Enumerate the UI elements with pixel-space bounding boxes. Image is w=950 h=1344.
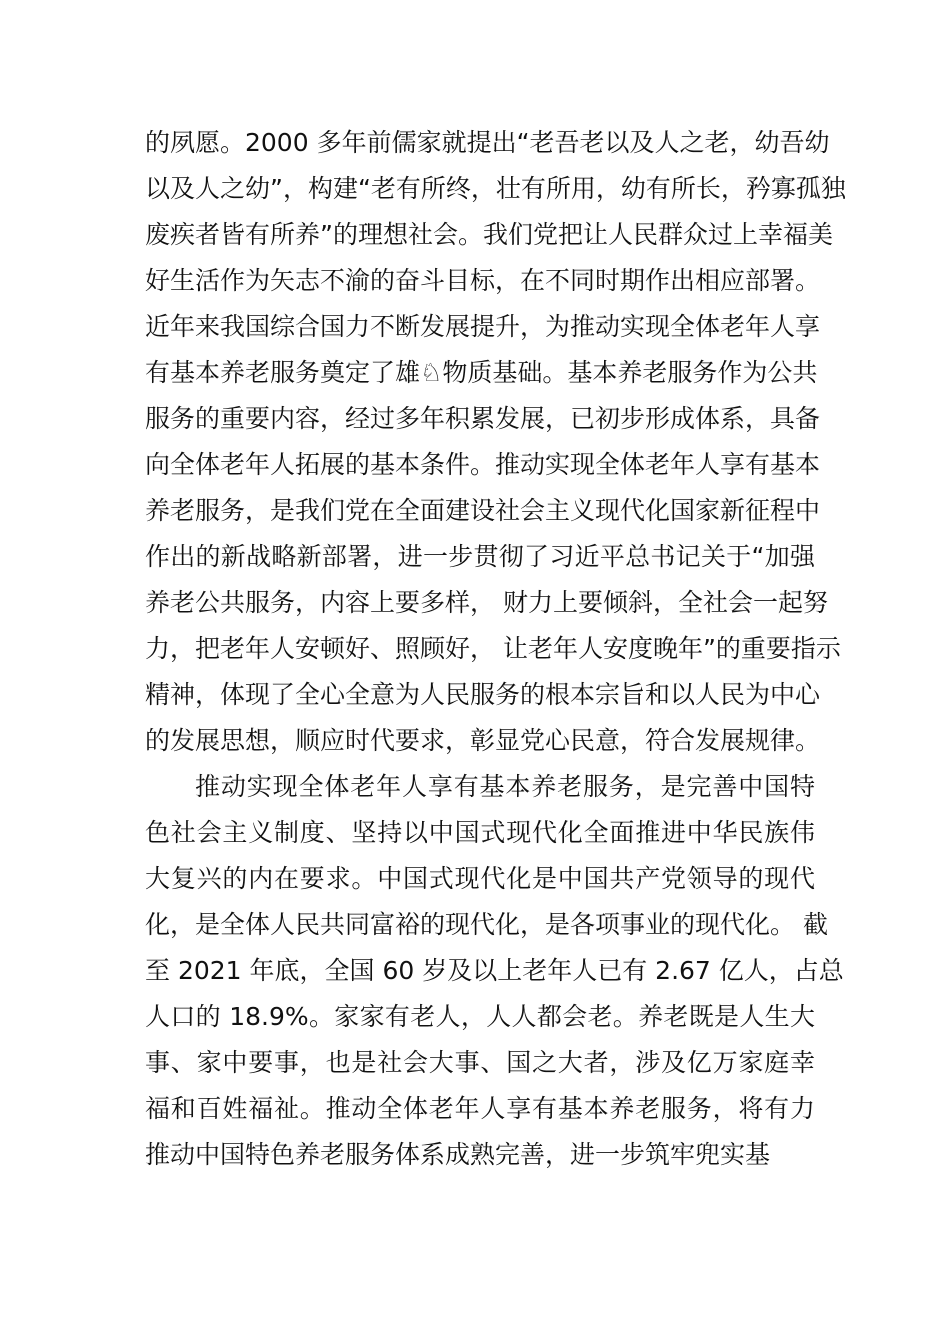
text-line: 好生活作为矢志不渝的奋斗目标，在不同时期作出相应部署。 (145, 266, 821, 295)
text-line: 大复兴的内在要求。中国式现代化是中国共产党领导的现代 (145, 864, 815, 893)
text-line: 废疾者皆有所养”的理想社会。我们党把让人民群众过上幸福美 (145, 220, 833, 249)
text-line: 向全体老年人拓展的基本条件。推动实现全体老年人享有基本 (145, 450, 821, 479)
text-line: 人口的 18.9%。家家有老人，人人都会老。养老既是人生大 (145, 1002, 815, 1031)
text-line: 化，是全体人民共同富裕的现代化，是各项事业的现代化。 截 (145, 910, 828, 939)
text-line: 服务的重要内容，经过多年积累发展，已初步形成体系，具备 (145, 404, 821, 433)
text-line: 的发展思想，顺应时代要求，彰显党心民意，符合发展规律。 (145, 726, 821, 755)
text-line: 近年来我国综合国力不断发展提升，为推动实现全体老年人享 (145, 312, 821, 341)
text-line: 至 2021 年底，全国 60 岁及以上老年人已有 2.67 亿人，占总 (145, 956, 844, 985)
text-line: 养老公共服务，内容上要多样， 财力上要倾斜，全社会一起努 (145, 588, 828, 617)
text-line: 推动实现全体老年人享有基本养老服务，是完善中国特 (195, 772, 815, 801)
text-line: 有基本养老服务奠定了雄♘物质基础。基本养老服务作为公共 (145, 358, 818, 387)
text-line: 力，把老年人安顿好、照顾好， 让老年人安度晚年”的重要指示 (145, 634, 841, 663)
text-line: 养老服务，是我们党在全面建设社会主义现代化国家新征程中 (145, 496, 821, 525)
text-line: 作出的新战略新部署，进一步贯彻了习近平总书记关于“加强 (145, 542, 815, 571)
text-line: 精神，体现了全心全意为人民服务的根本宗旨和以人民为中心 (145, 680, 821, 709)
text-line: 的夙愿。2000 多年前儒家就提出“老吾老以及人之老，幼吾幼 (145, 128, 830, 157)
text-line: 福和百姓福祉。推动全体老年人享有基本养老服务，将有力 (145, 1094, 815, 1123)
text-line: 事、家中要事，也是社会大事、国之大者，涉及亿万家庭幸 (145, 1048, 815, 1077)
text-line: 色社会主义制度、坚持以中国式现代化全面推进中华民族伟 (145, 818, 815, 847)
text-line: 以及人之幼”，构建“老有所终，壮有所用，幼有所长，矜寡孤独 (145, 174, 846, 203)
text-line: 推动中国特色养老服务体系成熟完善，进一步筑牢兜实基 (145, 1140, 771, 1169)
